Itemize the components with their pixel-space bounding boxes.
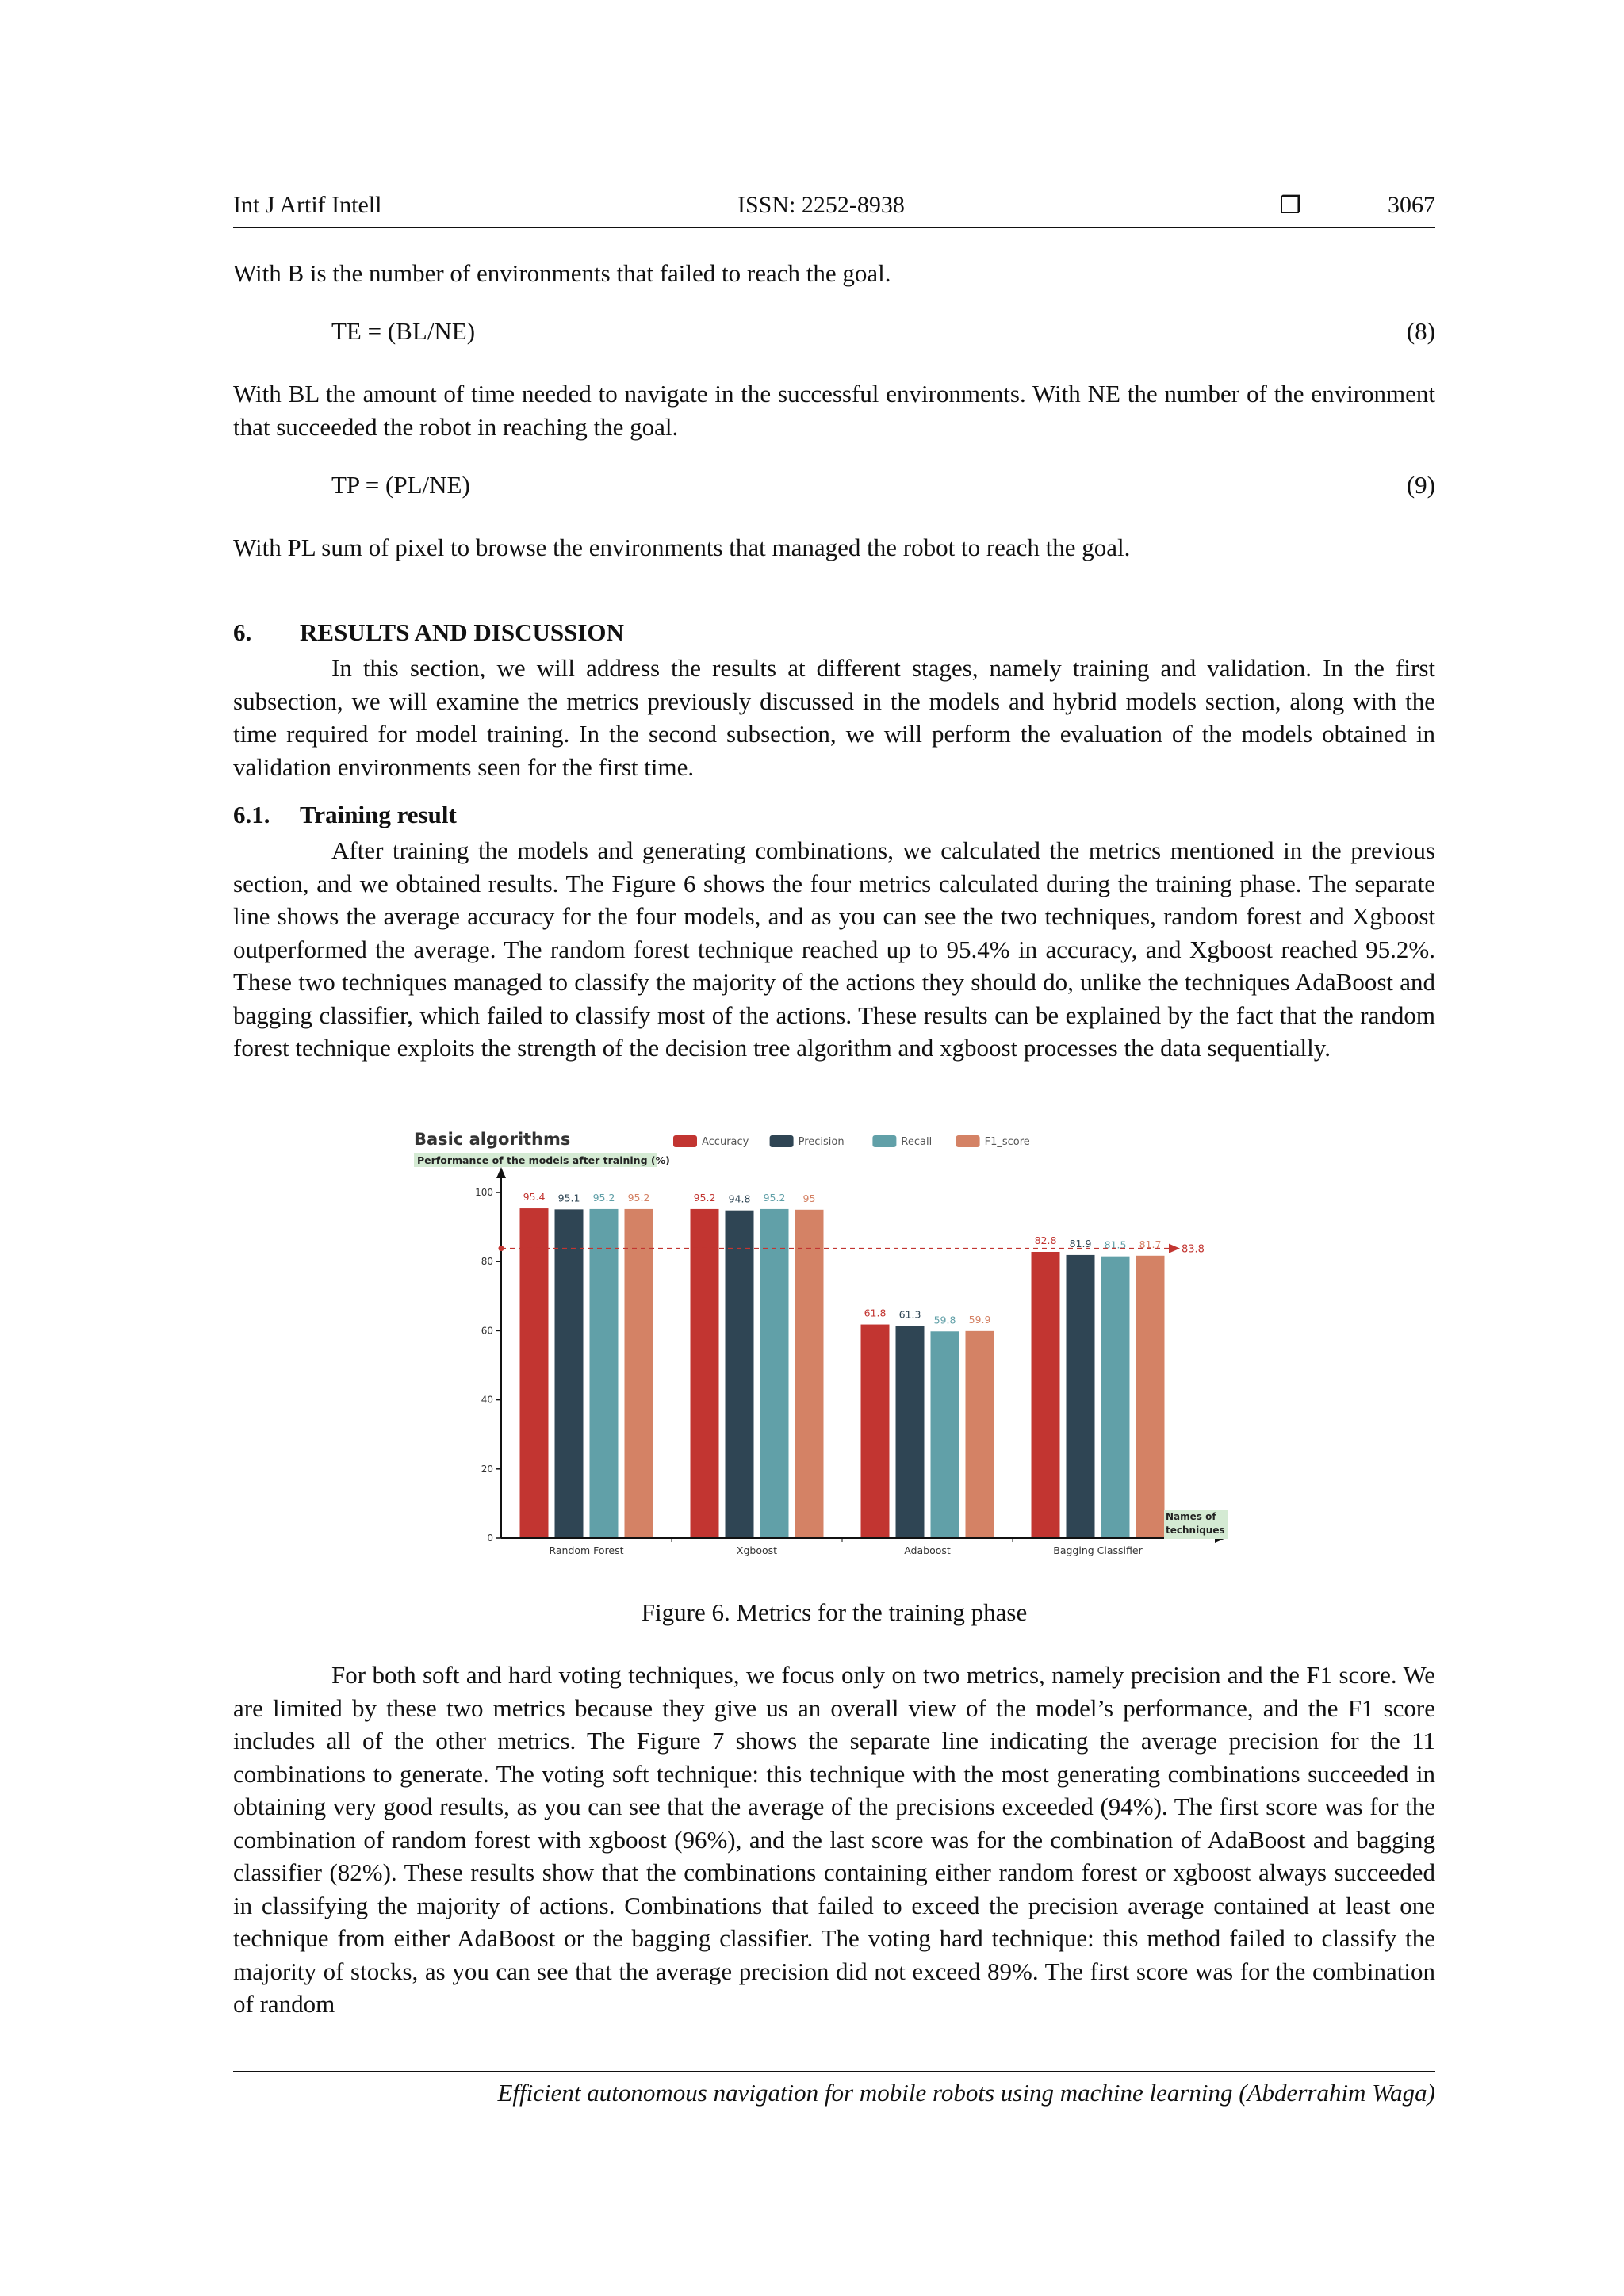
page-footer: Efficient autonomous navigation for mobile robots using machine learning (Abderrahim Waga) <box>497 2079 1435 2107</box>
y-axis <box>475 1167 506 1544</box>
bar-label-0-2: 95.2 <box>592 1191 615 1203</box>
y-tick-label-20: 20 <box>481 1463 493 1475</box>
average-line-label: 83.8 <box>1182 1243 1205 1256</box>
equation-9-formula: TP = (PL/NE) <box>331 471 470 499</box>
bar-1-2 <box>760 1209 789 1538</box>
bar-3-2 <box>1101 1257 1130 1538</box>
bars <box>499 1191 1205 1538</box>
y-tick-label-60: 60 <box>481 1325 493 1337</box>
x-tick-label-1: Xgboost <box>736 1544 778 1556</box>
paragraph-4: In this section, we will address the results at different stages, namely training and validation. In the first subsection, we will examine the metrics previously discussed in the models and hybrid models section, along with the time required for model training. In the second subsection, we will perform the evaluation of the models obtained in validation environments seen for the first time. <box>233 654 1435 781</box>
bar-3-1 <box>1067 1255 1095 1538</box>
bar-label-1-2: 95.2 <box>763 1191 786 1203</box>
footer-rule <box>233 2071 1435 2072</box>
bar-0-1 <box>555 1209 584 1538</box>
y-tick-label-40: 40 <box>481 1394 493 1406</box>
paragraph-5: After training the models and generating combinations, we calculated the metrics mentioned in the previous section, and we obtained results. The Figure 6 shows the four metrics calculated during the training phase. The separate line shows the average accuracy for the four models, and as you can see the two techniques, random forest and Xgboost outperformed the average. The random forest technique reached up to 95.4% in accuracy, and Xgboost reached 95.2%. These two techniques managed to classify the majority of the actions they should do, unlike the techniques AdaBoost and bagging classifier, which failed to classify most of the actions. These results can be explained by the fact that the random forest technique exploits the strength of the decision tree algorithm and xgboost processes the data sequentially. <box>233 836 1435 1062</box>
section-6-1-number: 6.1. <box>233 801 270 828</box>
box-icon: ❒ <box>1280 193 1301 219</box>
bar-label-2-2: 59.8 <box>933 1314 956 1326</box>
bar-2-2 <box>931 1331 959 1538</box>
legend-swatch-2 <box>872 1135 896 1147</box>
legend-label-3: F1_score <box>984 1136 1030 1148</box>
legend-label-2: Recall <box>901 1136 933 1148</box>
bar-label-3-0: 82.8 <box>1034 1234 1057 1246</box>
y-axis-arrow <box>496 1167 506 1178</box>
x-tick-label-3: Bagging Classifier <box>1053 1544 1143 1556</box>
y-tick-label-100: 100 <box>475 1187 493 1198</box>
bar-1-1 <box>726 1211 754 1538</box>
figure-6 <box>414 1126 1254 1570</box>
y-tick-label-0: 0 <box>487 1533 493 1544</box>
section-6-1-heading <box>233 801 457 829</box>
bar-2-3 <box>966 1331 994 1538</box>
paragraph-6: For both soft and hard voting techniques, we focus only on two metrics, namely precision and the F1 score. We are limited by these two metrics because they give us an overall view of the model’s performance, and the F1 score includes all of the other metrics. The Figure 7 shows the separate line indicating the average precision for the 11 combinations to generate. The voting soft technique: this technique with the most generating combinations succeeded in obtaining very good results, as you can see that the average of the precisions exceeded (94%). The first score was for the combination of random forest with xgboost (96%), and the last score was for the combination of AdaBoost and bagging classifier (82%). These results show that the combinations containing either random forest or xgboost always succeeded in classifying the majority of actions. Combinations that failed to exceed the precision average contained at least one technique from either AdaBoost or the bagging classifier. The voting hard technique: this method failed to classify the majority of stocks, as you can see that the average precision did not exceed 89%. The first score was for the combination of random <box>233 1661 1435 2018</box>
x-tick-label-2: Adaboost <box>904 1544 951 1556</box>
bar-label-3-1: 81.9 <box>1069 1237 1092 1249</box>
x-axis-label-box <box>1166 1510 1228 1542</box>
section-6-heading <box>233 618 624 647</box>
page-header <box>233 192 1435 228</box>
bar-1-0 <box>691 1209 719 1538</box>
x-axis-label: Names of techniques <box>1166 1511 1225 1536</box>
equation-8-formula: TE = (BL/NE) <box>331 317 476 345</box>
bar-1-3 <box>795 1210 824 1538</box>
paragraph-2: With BL the amount of time needed to navigate in the successful environments. With NE the number of the environment that succeeded the robot in reaching the goal. <box>233 380 1435 441</box>
section-6-number: 6. <box>233 618 252 646</box>
chart-subtitle: Performance of the models after training (%) <box>417 1154 670 1166</box>
bar-0-3 <box>625 1209 653 1538</box>
bar-label-1-0: 95.2 <box>693 1191 716 1203</box>
legend-label-0: Accuracy <box>702 1136 749 1148</box>
page-number: 3067 <box>1388 192 1435 218</box>
journal-name: Int J Artif Intell <box>233 192 382 218</box>
x-tick-label-0: Random Forest <box>549 1544 624 1556</box>
bar-label-2-0: 61.8 <box>864 1307 887 1319</box>
bar-chart <box>414 1126 1254 1570</box>
bar-label-0-0: 95.4 <box>523 1191 546 1203</box>
bar-label-1-3: 95 <box>802 1192 816 1204</box>
legend-swatch-0 <box>673 1135 697 1147</box>
equation-9 <box>331 471 1435 499</box>
figure-caption: Figure 6. Metrics for the training phase <box>641 1598 1028 1626</box>
bar-label-1-1: 94.8 <box>728 1192 751 1205</box>
bar-label-0-3: 95.2 <box>627 1191 650 1203</box>
chart-title: Basic algorithms <box>414 1130 571 1149</box>
y-tick-label-80: 80 <box>481 1256 493 1268</box>
legend-swatch-3 <box>956 1135 980 1147</box>
issn: ISSN: 2252-8938 <box>737 192 905 218</box>
bar-label-2-1: 61.3 <box>898 1308 921 1321</box>
bar-3-3 <box>1136 1256 1165 1538</box>
paragraph-1: With B is the number of environments that failed to reach the goal. <box>233 259 891 287</box>
average-line-arrow <box>1169 1244 1180 1253</box>
section-6-title: RESULTS AND DISCUSSION <box>300 618 624 646</box>
bar-3-0 <box>1032 1252 1060 1538</box>
bar-label-3-3: 81.7 <box>1139 1238 1162 1250</box>
legend-swatch-1 <box>770 1135 794 1147</box>
bar-label-3-2: 81.5 <box>1104 1238 1127 1251</box>
paragraph-3: With PL sum of pixel to browse the environments that managed the robot to reach the goal. <box>233 534 1131 561</box>
average-line-start <box>499 1246 504 1251</box>
bar-0-0 <box>520 1208 549 1538</box>
equation-8-number: (8) <box>1406 317 1435 345</box>
bar-0-2 <box>590 1209 619 1538</box>
bar-2-0 <box>861 1325 890 1538</box>
section-6-1-title: Training result <box>300 801 457 828</box>
equation-9-number: (9) <box>1406 471 1435 499</box>
bar-2-1 <box>896 1326 925 1538</box>
equation-8 <box>331 317 1435 346</box>
bar-label-2-3: 59.9 <box>968 1313 991 1326</box>
legend-label-1: Precision <box>798 1136 845 1148</box>
bar-label-0-1: 95.1 <box>557 1192 580 1204</box>
chart-legend <box>673 1135 1030 1148</box>
